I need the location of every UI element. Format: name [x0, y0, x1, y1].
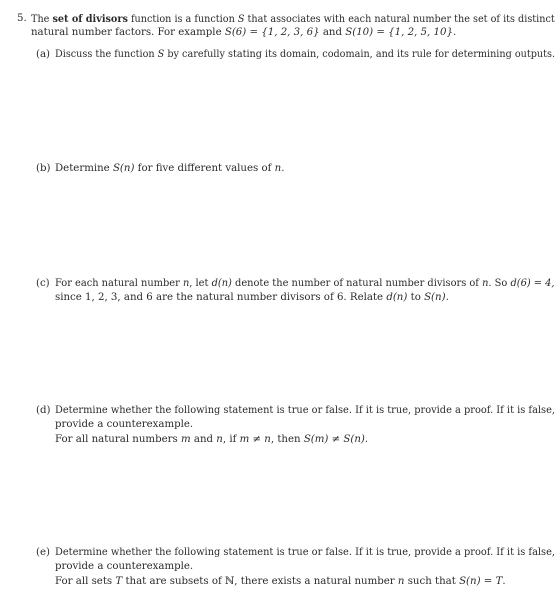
part-c-text: For each natural number [55, 278, 183, 289]
problem-intro-line-2 [31, 26, 456, 40]
intro-text: natural number factors. For example [31, 27, 225, 38]
part-d-line-1: Determine whether the following statement is true or false. If it is true, provide a proof. If it is false, [55, 405, 556, 416]
part-c-text: . So [488, 278, 511, 289]
part-e-line-2: provide a counterexample. [55, 561, 194, 572]
term-set-of-divisors: set of divisors [52, 13, 128, 25]
part-e-text: . [502, 576, 506, 587]
part-d-label: (d) [36, 405, 51, 416]
math-example-s10: S(10) = {1, 2, 5, 10} [345, 27, 453, 38]
part-b-text-post: . [281, 163, 285, 174]
part-b-label: (b) [36, 163, 51, 174]
intro-text: function is a function [127, 14, 238, 25]
math-d-of-n: d(n) [386, 292, 408, 303]
part-b-text [55, 162, 284, 176]
part-a-text-pre: Discuss the function [55, 49, 158, 60]
part-a-label: (a) [36, 49, 51, 60]
part-d-text: and [190, 434, 217, 445]
math-n: n [182, 278, 190, 289]
part-c-label: (c) [36, 278, 50, 289]
part-e-text: For all sets [55, 576, 116, 587]
part-a-text-post: by carefully stating its domain, codomain, and its rule for determining outputs. [164, 49, 556, 60]
math-condition: m ≠ n [239, 434, 271, 445]
math-example-s6: S(6) = {1, 2, 3, 6} [224, 27, 320, 38]
math-n: n [397, 576, 405, 587]
part-d-statement [55, 433, 368, 447]
part-d-text: , if [222, 434, 240, 445]
intro-text: The [31, 14, 53, 25]
math-S: S [237, 14, 245, 25]
part-a-text [55, 48, 555, 62]
math-d6: d(6) = 4, [510, 278, 555, 289]
math-m: m [180, 434, 191, 445]
math-n: n [274, 163, 282, 174]
part-e-text: that are subsets of [122, 576, 225, 587]
part-b-text-pre: Determine [55, 163, 113, 174]
intro-text: that associates with each natural number the set of its distinct [244, 14, 555, 25]
part-b-text-mid: for five different values of [134, 163, 275, 174]
part-d-text: , then [270, 434, 304, 445]
problem-intro-line-1 [31, 12, 555, 27]
part-c-text: . [445, 292, 449, 303]
part-e-line-1: Determine whether the following statement is true or false. If it is true, provide a proof. If it is false, [55, 547, 556, 558]
part-c-text: to [407, 292, 425, 303]
math-S-of-n: S(n) [424, 292, 446, 303]
part-c-text: since 1, 2, 3, and 6 are the natural number divisors of 6. Relate [55, 292, 387, 303]
math-T: T [115, 576, 123, 587]
part-c-line-2 [55, 291, 449, 305]
part-d-line-2: provide a counterexample. [55, 419, 194, 430]
part-c-text: , let [189, 278, 212, 289]
math-n: n [216, 434, 223, 445]
math-S-of-n: S(n) [112, 163, 135, 174]
problem-number: 5. [17, 13, 27, 24]
part-d-text: For all natural numbers [55, 434, 181, 445]
math-S: S [157, 49, 165, 60]
part-d-text: . [364, 434, 369, 445]
intro-text: and [319, 27, 346, 38]
part-e-text: such that [404, 576, 460, 587]
math-naturals: ℕ [224, 576, 235, 587]
intro-text: . [452, 27, 457, 38]
part-c-text: denote the number of natural number divisors of [231, 278, 483, 289]
part-c-line-1 [55, 277, 555, 291]
math-n: n [482, 278, 489, 289]
math-equation: S(n) = T [459, 576, 503, 587]
part-e-text: , there exists a natural number [234, 576, 398, 587]
part-e-statement [55, 575, 506, 589]
part-e-label: (e) [36, 547, 50, 558]
math-d-of-n: d(n) [211, 278, 232, 289]
math-conclusion: S(m) ≠ S(n) [303, 434, 365, 445]
